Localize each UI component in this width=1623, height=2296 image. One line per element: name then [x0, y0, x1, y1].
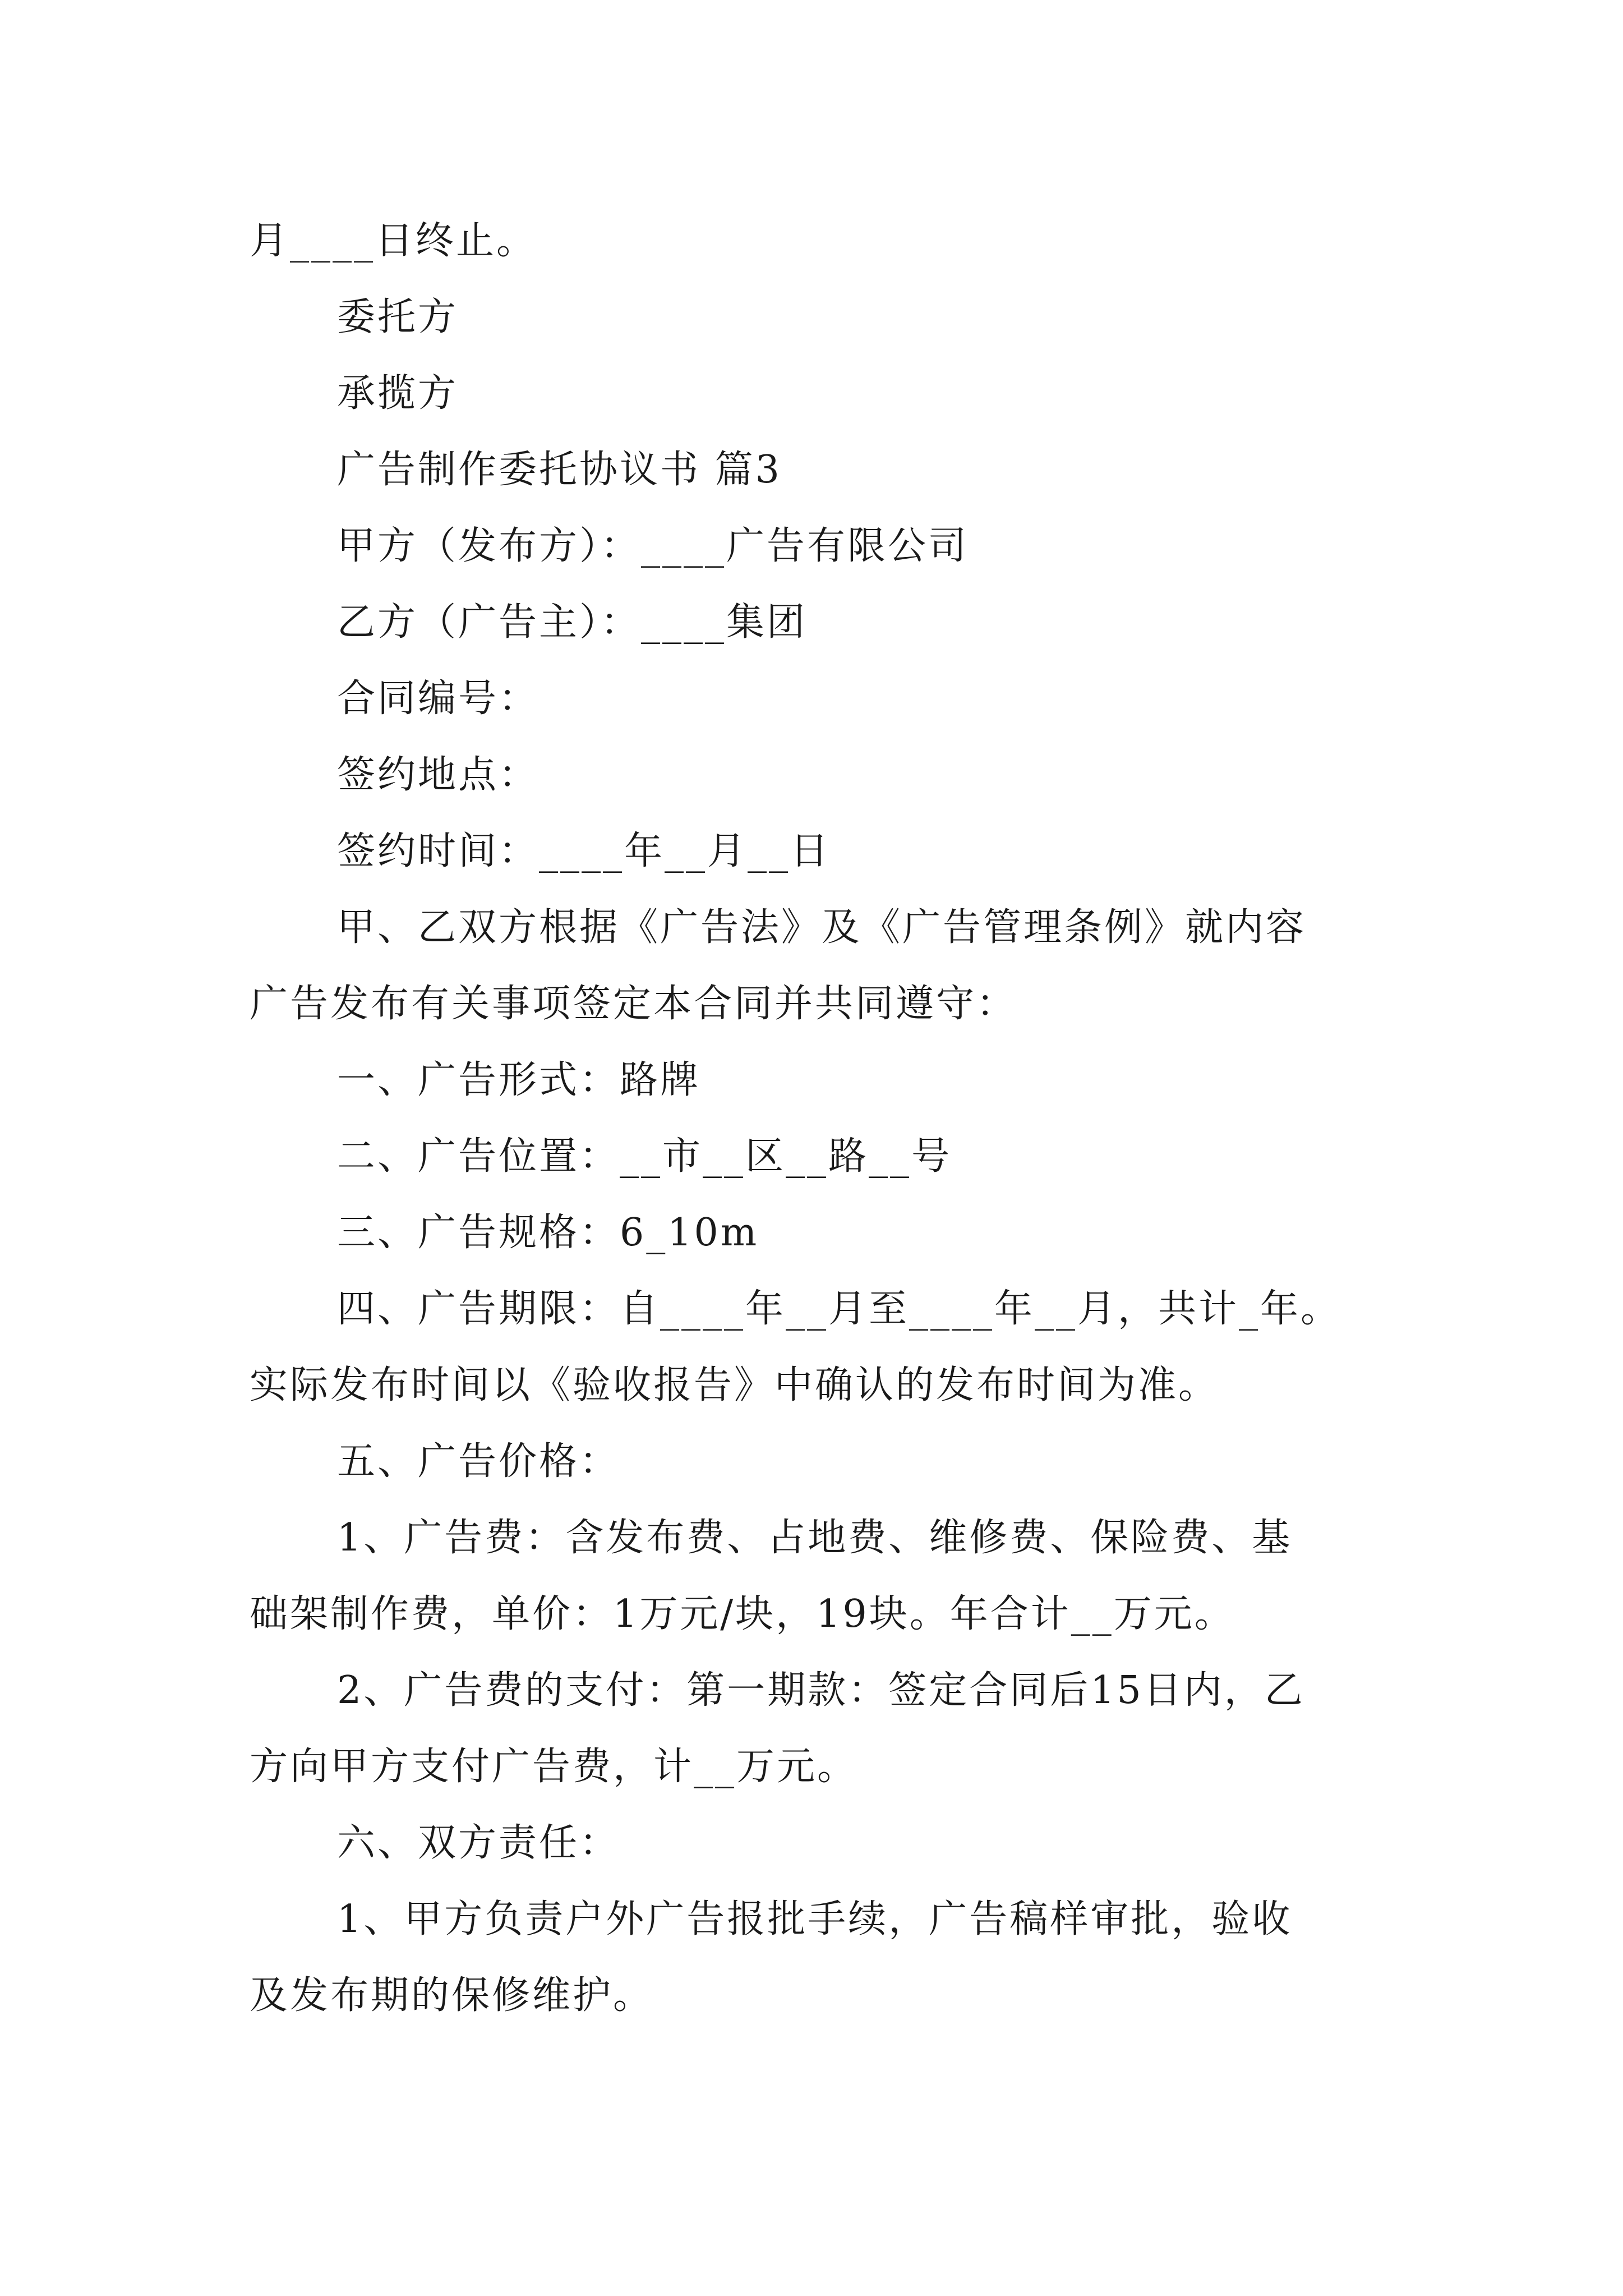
text-line: 础架制作费，单价：1万元/块，19块。年合计__万元。 — [250, 1592, 1235, 1636]
text-line: 甲方（发布方）：____广告有限公司 — [337, 524, 969, 568]
text-line: 2、广告费的支付：第一期款：签定合同后15日内，乙 — [337, 1668, 1305, 1713]
document-body — [250, 203, 1388, 2034]
text-line: 1、广告费：含发布费、占地费、维修费、保险费、基 — [337, 1516, 1293, 1560]
text-line: 四、广告期限：自____年__月至____年__月，共计_年。 — [337, 1287, 1341, 1331]
section-heading: 广告制作委托协议书 篇3 — [337, 448, 782, 492]
text-line: 三、广告规格：6_10m — [337, 1211, 759, 1255]
text-line: 五、广告价格： — [337, 1439, 620, 1484]
text-line: 方向甲方支付广告费，计__万元。 — [250, 1745, 858, 1789]
text-line: 月____日终止。 — [250, 219, 537, 263]
text-line: 二、广告位置：__市__区__路__号 — [337, 1134, 952, 1179]
text-line: 1、甲方负责户外广告报批手续，广告稿样审批，验收 — [337, 1897, 1293, 1941]
text-line: 广告发布有关事项签定本合同并共同遵守： — [250, 982, 1017, 1026]
text-line: 及发布期的保修维护。 — [250, 1973, 654, 2018]
text-line: 甲、乙双方根据《广告法》及《广告管理条例》就内容 — [337, 905, 1307, 950]
text-line: 合同编号： — [337, 677, 540, 721]
text-line: 签约地点： — [337, 753, 540, 797]
text-line: 签约时间：____年__月__日 — [337, 829, 831, 873]
text-line: 一、广告形式：路牌 — [337, 1058, 701, 1102]
text-line: 承揽方 — [337, 371, 459, 416]
text-line: 六、双方责任： — [337, 1821, 620, 1865]
text-line: 委托方 — [337, 295, 459, 339]
text-line: 实际发布时间以《验收报告》中确认的发布时间为准。 — [250, 1363, 1219, 1407]
text-line: 乙方（广告主）：____集团 — [337, 600, 808, 645]
